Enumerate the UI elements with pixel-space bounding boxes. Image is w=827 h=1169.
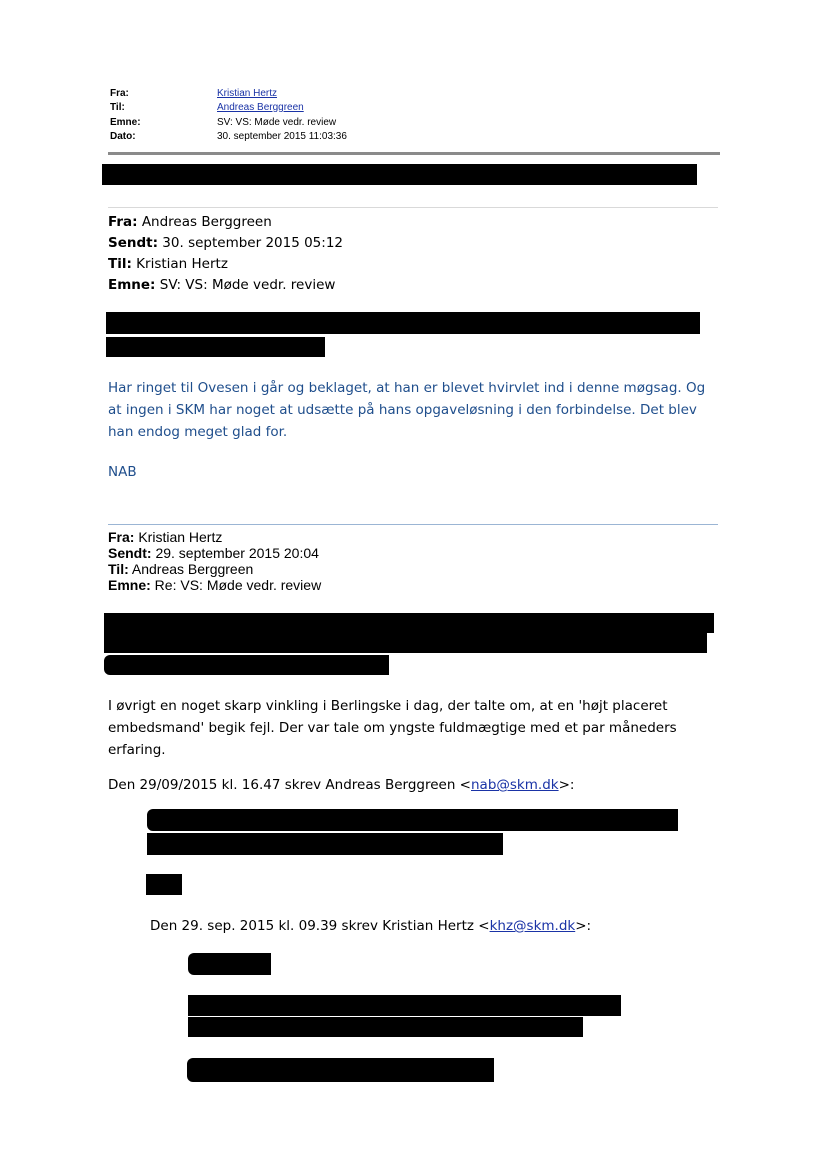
date-label: Dato: xyxy=(110,131,136,142)
divider xyxy=(108,524,718,525)
to-link[interactable]: Andreas Berggreen xyxy=(217,102,304,113)
meta-subject: Emne: Re: VS: Møde vedr. review xyxy=(108,577,322,593)
redaction-block xyxy=(106,312,700,334)
message-meta xyxy=(108,529,321,593)
meta-sent: Sendt: 30. september 2015 05:12 xyxy=(108,235,343,251)
message-body: I øvrigt en noget skarp vinkling i Berlingske i dag, der talte om, at en 'højt placeret embedsmand' begik fejl. Der var tale om yngste fuldmægtige med et par måneders erfaring. xyxy=(108,698,677,758)
to-label: Til: xyxy=(110,102,125,113)
redaction-block xyxy=(146,874,182,895)
from-link[interactable]: Kristian Hertz xyxy=(217,88,278,99)
header-divider xyxy=(108,152,720,155)
date-value: 30. september 2015 11:03:36 xyxy=(217,131,347,142)
redaction-block xyxy=(104,613,714,633)
quote-header: Den 29. sep. 2015 kl. 09.39 skrev Kristian Hertz <khz@skm.dk>: xyxy=(150,918,592,934)
signature: NAB xyxy=(108,464,137,480)
subject-label: Emne: xyxy=(110,117,141,128)
subject-value: SV: VS: Møde vedr. review xyxy=(217,117,337,128)
redaction-block xyxy=(106,337,325,357)
meta-from: Fra: Andreas Berggreen xyxy=(108,214,272,230)
message-body: Har ringet til Ovesen i går og beklaget, at han er blevet hvirvlet ind i denne møgsag. Og at ingen i SKM har noget at udsætte på hans opgaveløsning i den forbindelse. Det blev han endog meget glad for. xyxy=(108,380,706,440)
from-label: Fra: xyxy=(110,88,129,99)
message-meta xyxy=(108,212,343,296)
redaction-block xyxy=(104,655,389,675)
meta-subject: Emne: SV: VS: Møde vedr. review xyxy=(108,277,336,293)
redaction-block xyxy=(147,833,503,855)
redaction-block xyxy=(188,953,271,975)
divider xyxy=(108,207,718,208)
redaction-block xyxy=(188,1017,583,1037)
email-link[interactable]: nab@skm.dk xyxy=(471,777,559,793)
redaction-block xyxy=(104,633,707,653)
redaction-block xyxy=(147,809,678,831)
email-link[interactable]: khz@skm.dk xyxy=(489,918,576,934)
quote-header: Den 29/09/2015 kl. 16.47 skrev Andreas Berggreen <nab@skm.dk>: xyxy=(108,777,575,793)
meta-sent: Sendt: 29. september 2015 20:04 xyxy=(108,545,319,561)
redaction-block xyxy=(188,995,621,1016)
meta-to: Til: Andreas Berggreen xyxy=(108,561,254,577)
meta-to: Til: Kristian Hertz xyxy=(108,256,228,272)
redaction-block xyxy=(187,1058,494,1082)
meta-from: Fra: Kristian Hertz xyxy=(108,529,223,545)
redaction-block xyxy=(102,164,697,185)
